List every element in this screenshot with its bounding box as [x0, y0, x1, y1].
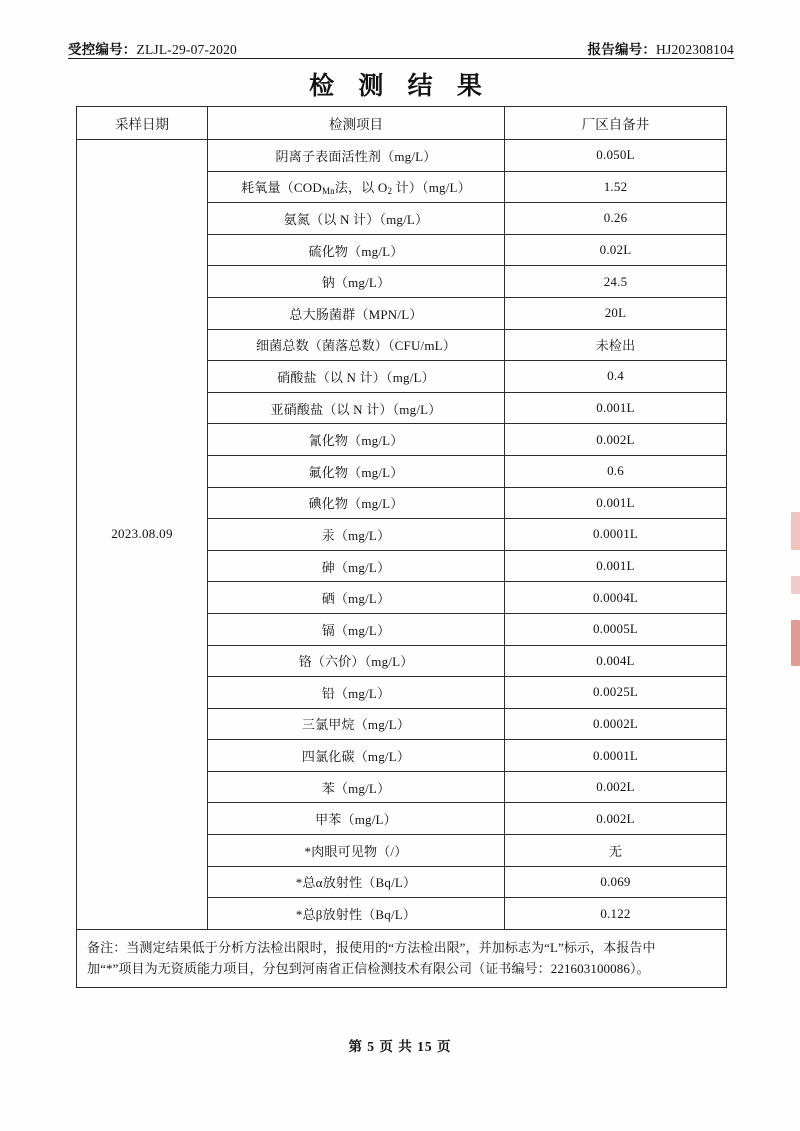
item-value: 0.4 [505, 361, 727, 393]
item-name-sub: Mn [321, 186, 335, 197]
table-header-row [77, 107, 727, 140]
table-note-line1: 备注：当测定结果低于分析方法检出限时，报使用的“方法检出限”，并加标志为“L”标示，本报告中 [87, 939, 656, 955]
item-value: 20L [505, 297, 727, 329]
item-name: 碘化物（mg/L） [208, 487, 505, 519]
page-footer: 第 5 页 共 15 页 [348, 1039, 452, 1054]
table-row [77, 140, 727, 172]
item-name: 砷（mg/L） [208, 550, 505, 582]
item-name: 镉（mg/L） [208, 613, 505, 645]
column-header-item: 检测项目 [208, 107, 505, 140]
table-note-line2: 加“*”项目为无资质能力项目，分包到河南省正信检测技术有限公司（证书编号：221603100086）。 [87, 960, 650, 976]
item-value: 无 [505, 835, 727, 867]
item-name-part: 计）（mg/L） [392, 180, 471, 196]
item-name: *总α放射性（Bq/L） [208, 866, 505, 898]
report-number [588, 38, 734, 58]
report-number-label: 报告编号： [587, 42, 657, 57]
item-value: 0.0004L [505, 582, 727, 614]
item-name: 硫化物（mg/L） [208, 234, 505, 266]
control-number-value: ZLJL-29-07-2020 [136, 42, 237, 57]
item-name: 细菌总数（菌落总数）（CFU/mL） [208, 329, 505, 361]
item-name [208, 171, 505, 203]
item-name: *肉眼可见物（/） [208, 835, 505, 867]
item-value: 0.0001L [505, 740, 727, 772]
item-value: 0.004L [505, 645, 727, 677]
item-name-part: 法，以 O [334, 180, 388, 196]
page-title: 检 测 结 果 [309, 73, 491, 100]
item-value: 0.001L [505, 392, 727, 424]
item-value: 0.02L [505, 234, 727, 266]
item-value: 0.002L [505, 424, 727, 456]
column-header-value: 厂区自备井 [505, 107, 727, 140]
item-name: 汞（mg/L） [208, 519, 505, 551]
item-name: 苯（mg/L） [208, 771, 505, 803]
table-note-row [77, 929, 727, 987]
item-value: 0.0025L [505, 677, 727, 709]
item-value: 0.122 [505, 898, 727, 930]
item-value: 未检出 [505, 329, 727, 361]
item-value: 0.069 [505, 866, 727, 898]
item-value: 0.6 [505, 455, 727, 487]
item-value: 0.0005L [505, 613, 727, 645]
item-value: 0.002L [505, 803, 727, 835]
item-name: 铬（六价）（mg/L） [208, 645, 505, 677]
item-value: 0.26 [505, 203, 727, 235]
item-name: 铅（mg/L） [208, 677, 505, 709]
control-number-label: 受控编号： [68, 42, 137, 57]
item-name: 氟化物（mg/L） [208, 455, 505, 487]
item-name: 硝酸盐（以 N 计）（mg/L） [208, 361, 505, 393]
item-name: 硒（mg/L） [208, 582, 505, 614]
item-value: 24.5 [505, 266, 727, 298]
stamp-mark [791, 620, 800, 666]
results-table [76, 106, 727, 988]
stamp-mark [791, 512, 800, 550]
item-name: *总β放射性（Bq/L） [208, 898, 505, 930]
item-name: 阴离子表面活性剂（mg/L） [208, 140, 505, 172]
control-number [68, 38, 237, 58]
item-name: 钠（mg/L） [208, 266, 505, 298]
header-divider [68, 58, 734, 59]
item-value: 0.0002L [505, 708, 727, 740]
document-header [68, 38, 734, 58]
column-header-date: 采样日期 [77, 107, 208, 140]
item-name-part: 耗氧量（COD [241, 180, 322, 196]
item-name: 三氯甲烷（mg/L） [208, 708, 505, 740]
item-value: 0.002L [505, 771, 727, 803]
item-name: 亚硝酸盐（以 N 计）（mg/L） [208, 392, 505, 424]
report-number-value: HJ202308104 [656, 42, 734, 57]
item-name: 四氯化碳（mg/L） [208, 740, 505, 772]
item-name: 氰化物（mg/L） [208, 424, 505, 456]
item-value: 1.52 [505, 171, 727, 203]
item-name: 氨氮（以 N 计）（mg/L） [208, 203, 505, 235]
item-name-sub: 2 [387, 186, 393, 197]
item-value: 0.001L [505, 550, 727, 582]
sample-date-cell: 2023.08.09 [77, 140, 208, 930]
item-name: 甲苯（mg/L） [208, 803, 505, 835]
stamp-mark [791, 576, 800, 594]
item-value: 0.0001L [505, 519, 727, 551]
table-note [77, 929, 727, 987]
item-value: 0.001L [505, 487, 727, 519]
item-value: 0.050L [505, 140, 727, 172]
item-name: 总大肠菌群（MPN/L） [208, 297, 505, 329]
